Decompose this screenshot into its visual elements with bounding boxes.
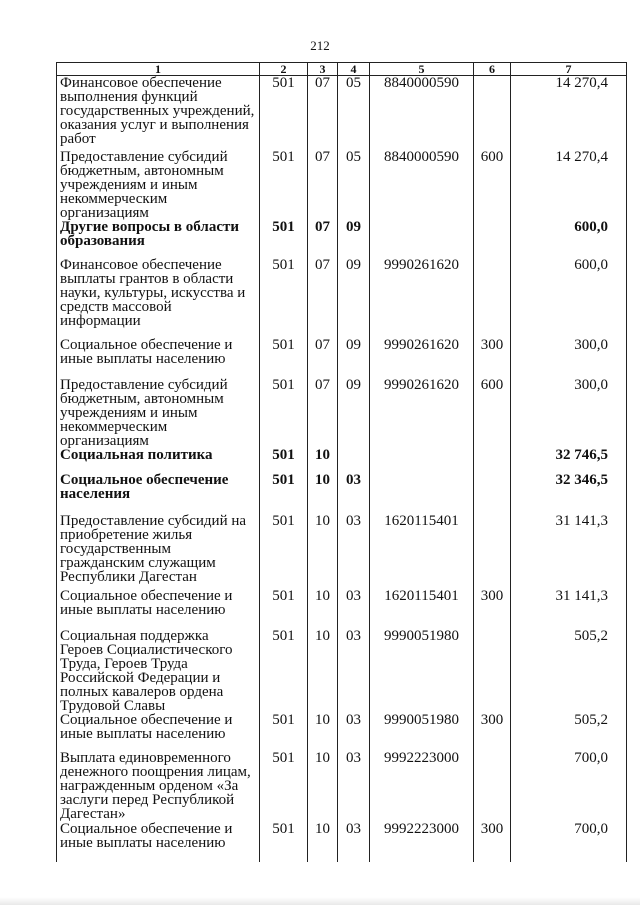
- row-razdel: 10: [308, 589, 338, 629]
- row-name: Социальная политика: [57, 448, 260, 473]
- row-podrazdel: 03: [338, 473, 370, 514]
- scan-edge: [0, 897, 640, 905]
- row-csr: 9990261620: [370, 338, 474, 378]
- row-razdel: 07: [308, 338, 338, 378]
- row-ved: 501: [260, 514, 308, 589]
- row-vr: 600: [474, 150, 511, 220]
- table-row: [57, 338, 627, 378]
- page-number: 212: [310, 38, 330, 53]
- table-row: [57, 76, 627, 150]
- table-body: [57, 76, 627, 862]
- row-csr: 9992223000: [370, 822, 474, 862]
- row-podrazdel: 05: [338, 76, 370, 150]
- row-amount: 32 746,5: [511, 448, 627, 473]
- table-row: [57, 822, 627, 862]
- row-csr: 1620115401: [370, 514, 474, 589]
- row-podrazdel: 03: [338, 514, 370, 589]
- row-name: Финансовое обеспечение выполнения функций государственных учреждений, оказания услуг и выполнения работ: [57, 76, 260, 150]
- row-vr: 300: [474, 338, 511, 378]
- row-name: Предоставление субсидий бюджетным, автономным учреждениям и иным некоммерческим организациям: [57, 378, 260, 448]
- row-name: Социальное обеспечение и иные выплаты населению: [57, 713, 260, 751]
- header-col-6: 6: [474, 63, 511, 76]
- table-row: [57, 258, 627, 338]
- table-row: [57, 473, 627, 514]
- row-razdel: 10: [308, 629, 338, 713]
- row-amount: 700,0: [511, 751, 627, 822]
- row-vr: [474, 448, 511, 473]
- row-csr: [370, 448, 474, 473]
- row-razdel: 07: [308, 220, 338, 258]
- row-csr: 9992223000: [370, 751, 474, 822]
- row-csr: 9990051980: [370, 713, 474, 751]
- row-name: Предоставление субсидий на приобретение жилья государственным гражданским служащим Республики Дагестан: [57, 514, 260, 589]
- row-csr: 1620115401: [370, 589, 474, 629]
- table-row: [57, 514, 627, 589]
- row-csr: 8840000590: [370, 150, 474, 220]
- row-amount: 31 141,3: [511, 514, 627, 589]
- table-row: [57, 220, 627, 258]
- row-podrazdel: [338, 448, 370, 473]
- row-razdel: 07: [308, 76, 338, 150]
- budget-table: [56, 62, 627, 862]
- row-ved: 501: [260, 258, 308, 338]
- row-podrazdel: 09: [338, 258, 370, 338]
- row-name: Предоставление субсидий бюджетным, автономным учреждениям и иным некоммерческим организациям: [57, 150, 260, 220]
- row-podrazdel: 09: [338, 220, 370, 258]
- row-amount: 600,0: [511, 258, 627, 338]
- row-csr: [370, 220, 474, 258]
- row-csr: 8840000590: [370, 76, 474, 150]
- row-name: Социальное обеспечение населения: [57, 473, 260, 514]
- table-row: [57, 751, 627, 822]
- row-vr: [474, 514, 511, 589]
- row-podrazdel: 03: [338, 751, 370, 822]
- row-name: Социальная поддержка Героев Социалистического Труда, Героев Труда Российской Федерации и полных кавалеров ордена Трудовой Славы: [57, 629, 260, 713]
- row-amount: 14 270,4: [511, 150, 627, 220]
- row-podrazdel: 03: [338, 589, 370, 629]
- header-col-1: 1: [57, 63, 260, 76]
- row-vr: 600: [474, 378, 511, 448]
- table-row: [57, 378, 627, 448]
- row-vr: 300: [474, 822, 511, 862]
- header-col-4: 4: [338, 63, 370, 76]
- header-col-5: 5: [370, 63, 474, 76]
- row-razdel: 07: [308, 258, 338, 338]
- row-razdel: 10: [308, 514, 338, 589]
- row-amount: 31 141,3: [511, 589, 627, 629]
- row-csr: 9990261620: [370, 258, 474, 338]
- row-razdel: 10: [308, 473, 338, 514]
- row-csr: 9990261620: [370, 378, 474, 448]
- row-razdel: 07: [308, 150, 338, 220]
- row-ved: 501: [260, 150, 308, 220]
- table-row: [57, 589, 627, 629]
- table-row: [57, 150, 627, 220]
- row-ved: 501: [260, 713, 308, 751]
- row-name: Социальное обеспечение и иные выплаты населению: [57, 589, 260, 629]
- row-vr: [474, 220, 511, 258]
- table-row: [57, 629, 627, 713]
- header-col-3: 3: [308, 63, 338, 76]
- row-razdel: 10: [308, 448, 338, 473]
- row-ved: 501: [260, 220, 308, 258]
- row-name: Социальное обеспечение и иные выплаты населению: [57, 822, 260, 862]
- row-podrazdel: 09: [338, 338, 370, 378]
- row-amount: 300,0: [511, 378, 627, 448]
- row-ved: 501: [260, 629, 308, 713]
- row-amount: 505,2: [511, 629, 627, 713]
- row-podrazdel: 03: [338, 629, 370, 713]
- row-name: Социальное обеспечение и иные выплаты населению: [57, 338, 260, 378]
- row-razdel: 07: [308, 378, 338, 448]
- header-row: [57, 63, 627, 76]
- row-vr: 300: [474, 589, 511, 629]
- row-csr: [370, 473, 474, 514]
- header-col-2: 2: [260, 63, 308, 76]
- row-name: Выплата единовременного денежного поощрения лицам, награжденным орденом «За заслуги перед Республикой Дагестан»: [57, 751, 260, 822]
- row-name: Другие вопросы в области образования: [57, 220, 260, 258]
- row-amount: 600,0: [511, 220, 627, 258]
- row-name: Финансовое обеспечение выплаты грантов в области науки, культуры, искусства и средств массовой информации: [57, 258, 260, 338]
- row-ved: 501: [260, 822, 308, 862]
- row-amount: 300,0: [511, 338, 627, 378]
- row-vr: [474, 629, 511, 713]
- row-amount: 32 346,5: [511, 473, 627, 514]
- row-podrazdel: 03: [338, 713, 370, 751]
- row-podrazdel: 09: [338, 378, 370, 448]
- row-csr: 9990051980: [370, 629, 474, 713]
- row-vr: [474, 258, 511, 338]
- row-amount: 14 270,4: [511, 76, 627, 150]
- row-ved: 501: [260, 76, 308, 150]
- header-col-7: 7: [511, 63, 627, 76]
- table-row: [57, 448, 627, 473]
- row-amount: 700,0: [511, 822, 627, 862]
- row-razdel: 10: [308, 713, 338, 751]
- row-podrazdel: 03: [338, 822, 370, 862]
- row-ved: 501: [260, 338, 308, 378]
- row-ved: 501: [260, 589, 308, 629]
- table-row: [57, 713, 627, 751]
- row-vr: [474, 76, 511, 150]
- row-ved: 501: [260, 473, 308, 514]
- row-razdel: 10: [308, 822, 338, 862]
- row-razdel: 10: [308, 751, 338, 822]
- row-vr: [474, 751, 511, 822]
- row-podrazdel: 05: [338, 150, 370, 220]
- row-ved: 501: [260, 378, 308, 448]
- row-vr: 300: [474, 713, 511, 751]
- row-ved: 501: [260, 751, 308, 822]
- row-vr: [474, 473, 511, 514]
- row-amount: 505,2: [511, 713, 627, 751]
- row-ved: 501: [260, 448, 308, 473]
